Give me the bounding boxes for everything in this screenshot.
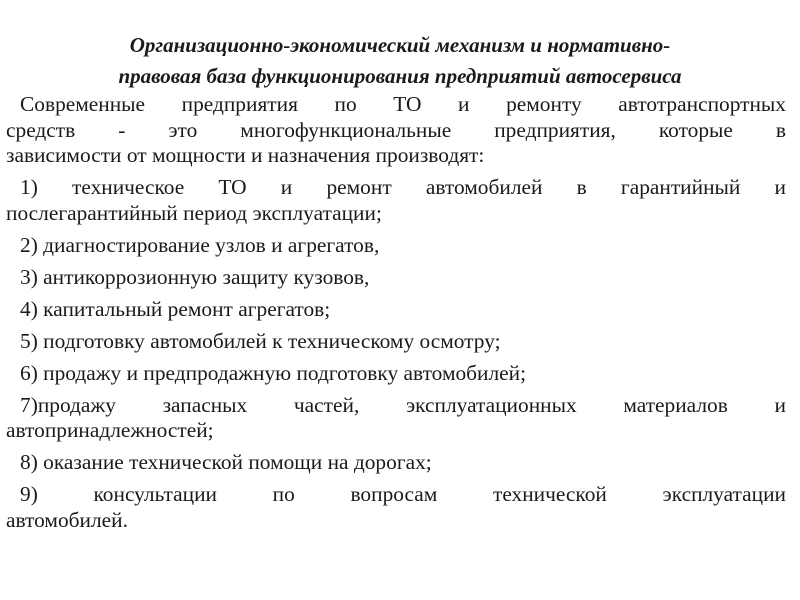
intro-line-2: средств - это многофункциональные предприятия, которые в (6, 117, 786, 142)
list-item-1-line-2: послегарантийный период эксплуатации; (6, 200, 382, 225)
list-item-2 (6, 233, 786, 259)
list-item-4 (6, 297, 786, 323)
list-item-3 (6, 265, 786, 291)
list-item-7 (6, 393, 786, 444)
slide-title (20, 30, 780, 92)
title-line-2: правовая база функционирования предприятий автосервиса (118, 64, 682, 88)
list-item-5 (6, 329, 786, 355)
intro-paragraph (6, 92, 786, 169)
list-item-8-line-1: 8) оказание технической помощи на дорогах; (20, 450, 432, 474)
list-item-9-line-1: 9) консультации по вопросам технической эксплуатации (20, 482, 786, 506)
list-item-5-line-1: 5) подготовку автомобилей к техническому осмотру; (20, 328, 501, 353)
intro-line-1: Современные предприятия по ТО и ремонту автотранспортных (20, 92, 786, 116)
list-item-9-line-2: автомобилей. (6, 507, 128, 532)
list-item-6 (6, 361, 786, 387)
list-item-7-line-2: автопринадлежностей; (6, 418, 214, 442)
list-item-1 (6, 175, 786, 226)
list-item-7-line-1: 7)продажу запасных частей, эксплуатационных материалов и (20, 392, 786, 417)
intro-line-3: зависимости от мощности и назначения производят: (6, 143, 485, 167)
list-item-1-line-1: 1) техническое ТО и ремонт автомобилей в гарантийный и (20, 175, 786, 199)
list-item-9 (6, 482, 786, 533)
list-item-8 (6, 450, 786, 476)
title-line-1: Организационно-экономический механизм и нормативно- (129, 33, 671, 57)
list-item-2-line-1: 2) диагностирование узлов и агрегатов, (20, 232, 380, 257)
slide-body (6, 92, 786, 540)
list-item-3-line-1: 3) антикоррозионную защиту кузовов, (20, 264, 370, 289)
list-item-4-line-1: 4) капитальный ремонт агрегатов; (20, 296, 331, 321)
list-item-6-line-1: 6) продажу и предпродажную подготовку автомобилей; (20, 360, 527, 385)
